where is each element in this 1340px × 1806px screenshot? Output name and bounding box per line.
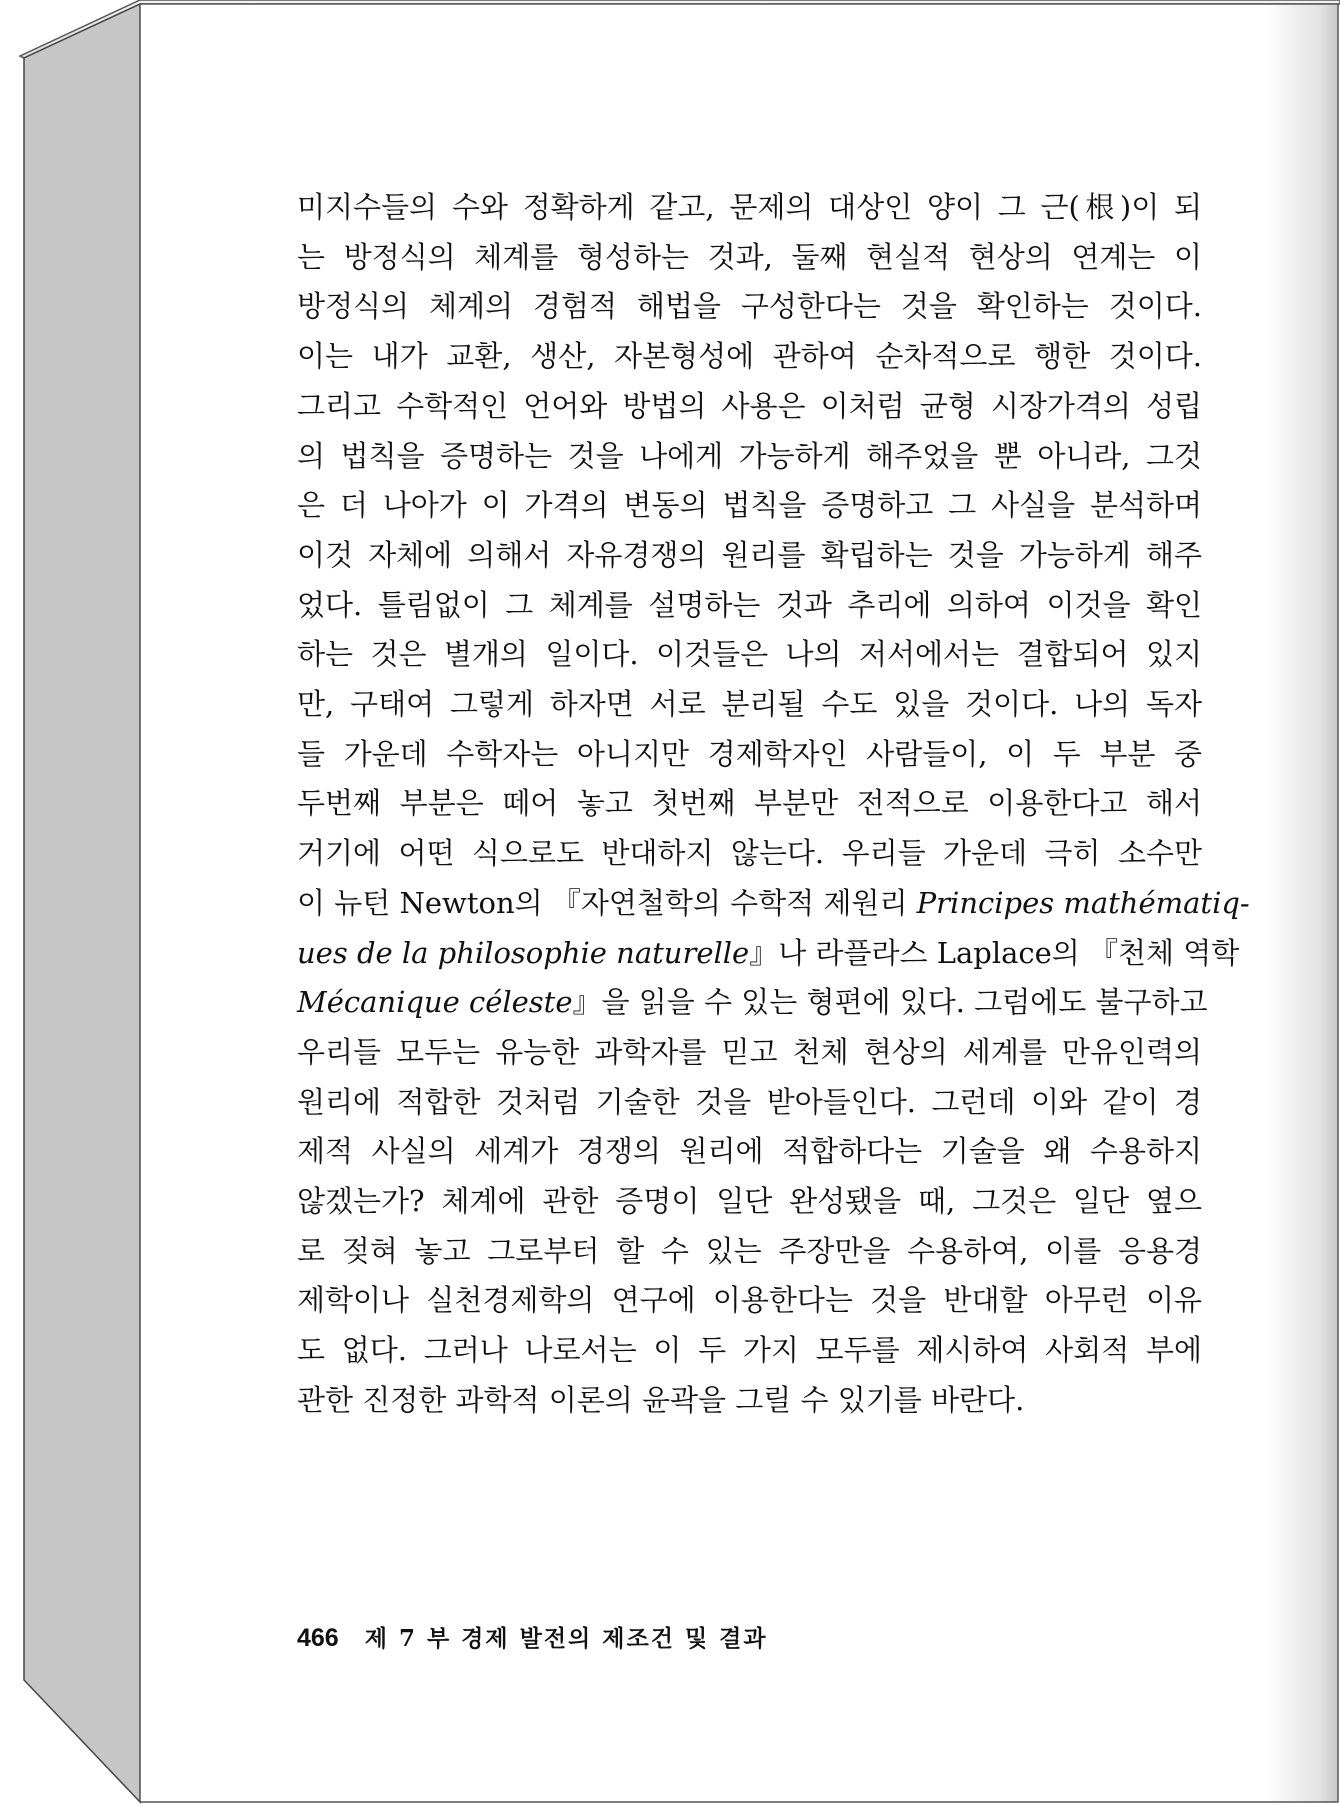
text-line: 제학이나 실천경제학의 연구에 이용한다는 것을 반대할 아무런 이유 [297, 1283, 1202, 1318]
text-line: 들 가운데 수학자는 아니지만 경제학자인 사람들이, 이 두 부분 중 [297, 736, 1202, 771]
text-line: 두번째 부분은 떼어 놓고 첫번째 부분만 전적으로 이용한다고 해서 [297, 786, 1202, 821]
text-line: 는 방정식의 체계를 형성하는 것과, 둘째 현실적 현상의 연계는 이 [297, 239, 1202, 274]
text-line: 만, 구태여 그렇게 하자면 서로 분리될 수도 있을 것이다. 나의 독자 [297, 687, 1202, 721]
text-line: 방정식의 체계의 경험적 해법을 구성한다는 것을 확인하는 것이다. [297, 289, 1202, 324]
text-segment: 』을 읽을 수 있는 형편에 있다. 그럼에도 불구하고 [572, 985, 1208, 1020]
text-line: 었다. 틀림없이 그 체계를 설명하는 것과 추리에 의하여 이것을 확인 [297, 587, 1202, 622]
text-line: 원리에 적합한 것처럼 기술한 것을 받아들인다. 그런데 이와 같이 경 [297, 1084, 1202, 1119]
text-line: 도 없다. 그러나 나로서는 이 두 가지 모두를 제시하여 사회적 부에 [297, 1333, 1202, 1368]
running-head: 제 7 부 경제 발전의 제조건 및 결과 [364, 1625, 768, 1652]
text-segment: 이 뉴턴 Newton의 『자연철학의 수학적 제원리 [297, 885, 917, 920]
italic-title: Mécanique céleste [297, 985, 573, 1020]
page-number: 466 [297, 1624, 339, 1652]
text-line: 않겠는가? 체계에 관한 증명이 일단 완성됐을 때, 그것은 일단 옆으 [297, 1184, 1202, 1218]
text-line: 제적 사실의 세계가 경쟁의 원리에 적합하다는 기술을 왜 수용하지 [297, 1134, 1202, 1169]
text-segment: 』나 라플라스 Laplace의 『천체 역학 [749, 935, 1240, 970]
text-line [297, 980, 1208, 1024]
text-line: 우리들 모두는 유능한 과학자를 믿고 천체 현상의 세계를 만유인력의 [297, 1034, 1202, 1069]
text-line: 미지수들의 수와 정확하게 같고, 문제의 대상인 양이 그 근(根)이 되 [297, 190, 1202, 224]
book-side [24, 4, 140, 1802]
text-line: 그리고 수학적인 언어와 방법의 사용은 이처럼 균형 시장가격의 성립 [297, 388, 1202, 423]
text-line: 관한 진정한 과학적 이론의 윤곽을 그릴 수 있기를 바란다. [297, 1382, 1025, 1417]
text-line: 하는 것은 별개의 일이다. 이것들은 나의 저서에서는 결합되어 있지 [297, 637, 1202, 672]
text-line: 거기에 어떤 식으로도 반대하지 않는다. 우리들 가운데 극히 소수만 [297, 836, 1202, 871]
page-footer [297, 1620, 768, 1660]
text-line: 의 법칙을 증명하는 것을 나에게 가능하게 해주었을 뿐 아니라, 그것 [297, 438, 1202, 473]
italic-title: Principes mathématiq- [916, 885, 1250, 920]
italic-title: ues de la philosophie naturelle [297, 935, 750, 970]
page-content [297, 185, 1250, 1745]
text-line: 이것 자체에 의해서 자유경쟁의 원리를 확립하는 것을 가능하게 해주 [297, 537, 1202, 572]
text-line: 이는 내가 교환, 생산, 자본형성에 관하여 순차적으로 행한 것이다. [297, 339, 1202, 374]
text-line: 은 더 나아가 이 가격의 변동의 법칙을 증명하고 그 사실을 분석하며 [297, 488, 1202, 523]
text-line [297, 881, 1250, 925]
text-line [297, 931, 1240, 975]
text-line: 로 젖혀 놓고 그로부터 할 수 있는 주장만을 수용하여, 이를 응용경 [297, 1233, 1202, 1268]
